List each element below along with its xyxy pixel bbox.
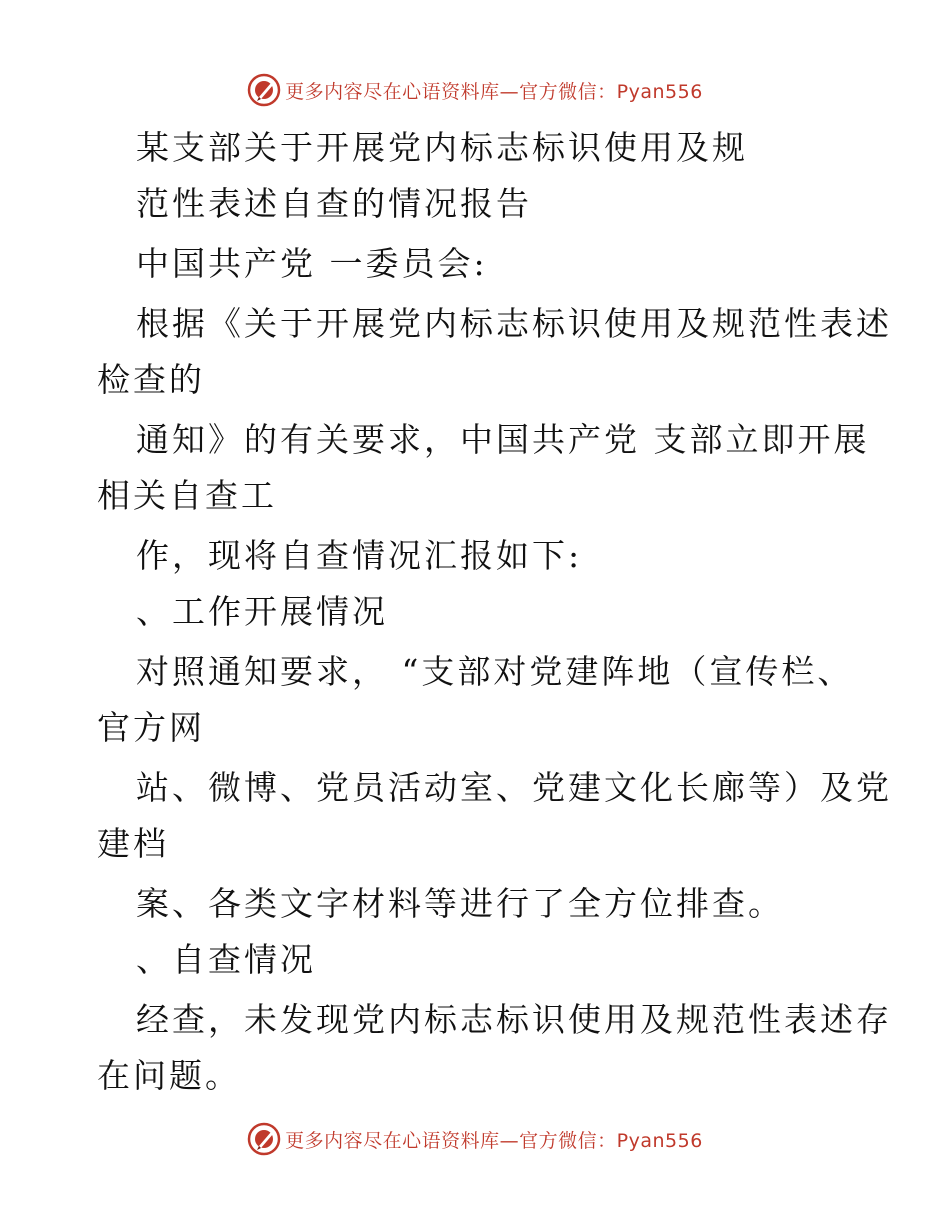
doc-paragraph-line: 在问题。 [97, 1056, 241, 1095]
banner-handle: Pyan556 [616, 80, 703, 103]
banner-handle: Pyan556 [616, 1129, 703, 1152]
footer-watermark-banner [0, 1119, 950, 1159]
pen-logo-icon [247, 1122, 281, 1156]
doc-paragraph-line: 检查的 [97, 360, 205, 399]
doc-paragraph-line: 相关自查工 [97, 476, 277, 515]
banner-text: 更多内容尽在心语资料库—官方微信： [285, 80, 617, 103]
doc-title-line-2: 范性表述自查的情况报告 [136, 184, 532, 223]
doc-paragraph-line: 案、各类文字材料等进行了全方位排查。 [136, 884, 784, 923]
doc-title-line-1: 某支部关于开展党内标志标识使用及规 [136, 128, 748, 167]
doc-addressee: 中国共产党 一委员会: [136, 244, 488, 283]
pen-logo-icon [247, 73, 281, 107]
doc-paragraph-line: 站、微博、党员活动室、党建文化长廊等）及党 [136, 768, 892, 807]
doc-paragraph-line: 通知》的有关要求，中国共产党 支部立即开展 [136, 420, 870, 459]
doc-section-heading: 、自查情况 [136, 940, 316, 979]
header-watermark-banner [0, 70, 950, 110]
doc-paragraph-line: 官方网 [97, 708, 205, 747]
doc-paragraph-line: 作，现将自查情况汇报如下: [136, 536, 583, 575]
doc-paragraph-line: 对照通知要求， “支部对党建阵地（宣传栏、 [136, 652, 854, 691]
doc-paragraph-line: 建档 [97, 824, 169, 863]
doc-section-heading: 、工作开展情况 [136, 592, 388, 631]
doc-paragraph-line: 经查，未发现党内标志标识使用及规范性表述存 [136, 1000, 892, 1039]
doc-paragraph-line: 根据《关于开展党内标志标识使用及规范性表述 [136, 304, 892, 343]
banner-text: 更多内容尽在心语资料库—官方微信： [285, 1129, 617, 1152]
